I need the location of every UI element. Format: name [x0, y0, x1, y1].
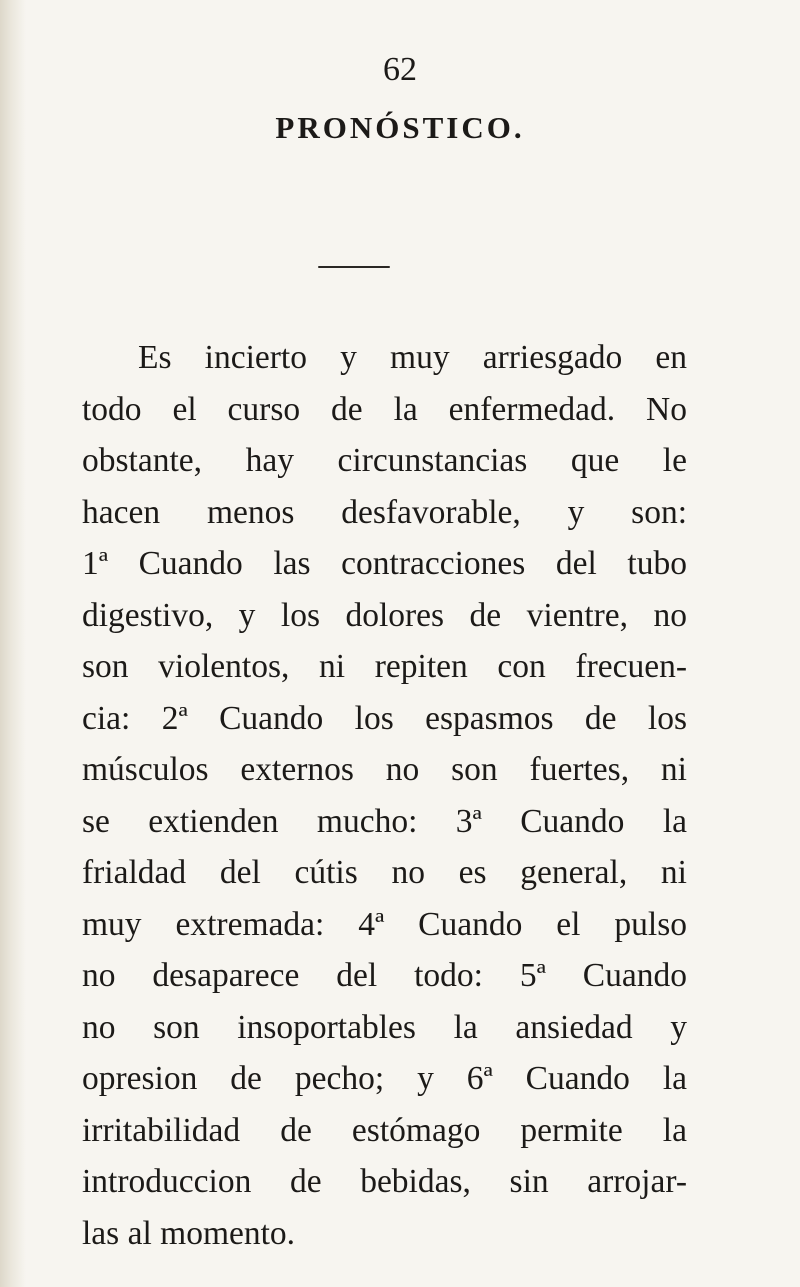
text-line: digestivo, y los dolores de vientre, no — [82, 596, 687, 634]
text-line: Es incierto y muy arriesgado en — [138, 339, 687, 376]
text-line: son violentos, ni repiten con frecuen- — [82, 648, 687, 685]
text-line: irritabilidad de estómago permite la — [82, 1111, 687, 1149]
text-line: frialdad del cútis no es general, ni — [82, 854, 687, 891]
text-line: opresion de pecho; y 6ª Cuando la — [82, 1060, 687, 1097]
text-line: no desaparece del todo: 5ª Cuando — [82, 957, 687, 994]
text-line: músculos externos no son fuertes, ni — [82, 751, 687, 788]
text-line: 1ª Cuando las contracciones del tubo — [82, 545, 687, 582]
text-line: obstante, hay circunstancias que le — [82, 442, 687, 479]
text-line: todo el curso de la enfermedad. No — [82, 390, 687, 428]
text-line: cia: 2ª Cuando los espasmos de los — [82, 699, 687, 737]
text-line: no son insoportables la ansiedad y — [82, 1008, 687, 1046]
page-edge — [0, 0, 26, 1287]
page-title: PRONÓSTICO. — [275, 110, 525, 145]
page-number: 62 — [383, 51, 417, 88]
text-line-last: las al momento. — [82, 1214, 296, 1252]
text-line: se extienden mucho: 3ª Cuando la — [82, 802, 687, 840]
text-line: muy extremada: 4ª Cuando el pulso — [82, 905, 687, 943]
body-paragraph — [82, 332, 687, 1259]
text-line: introduccion de bebidas, sin arrojar- — [82, 1163, 687, 1200]
text-line: hacen menos desfavorable, y son: — [82, 493, 687, 531]
title-divider — [318, 266, 390, 268]
